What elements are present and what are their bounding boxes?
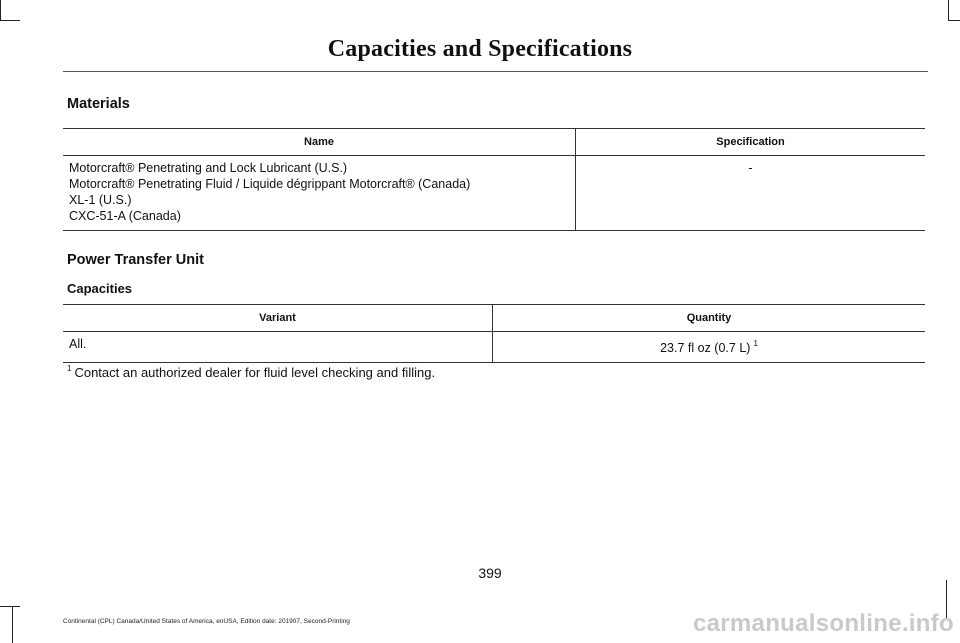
header-divider <box>63 71 928 72</box>
column-header-quantity: Quantity <box>493 305 926 332</box>
column-header-specification: Specification <box>576 129 926 156</box>
crop-mark <box>0 606 20 607</box>
crop-mark <box>12 606 13 643</box>
footnote-reference: 1 <box>753 339 758 348</box>
column-header-name: Name <box>63 129 576 156</box>
material-name-line: Motorcraft® Penetrating Fluid / Liquide dégrippant Motorcraft® (Canada) <box>69 177 471 191</box>
footnote <box>67 364 435 380</box>
power-transfer-unit-heading: Power Transfer Unit <box>67 252 204 268</box>
material-name-cell <box>63 156 576 231</box>
table-row <box>63 332 925 363</box>
quantity-value: 23.7 fl oz (0.7 L) <box>660 341 751 355</box>
material-name-line: Motorcraft® Penetrating and Lock Lubricant (U.S.) <box>69 161 348 175</box>
crop-mark <box>0 0 1 20</box>
footer-edition-text: Continental (CPL) Canada/United States of America, enUSA, Edition date: 201907, Second-Printing <box>63 618 350 625</box>
capacities-table <box>63 304 925 363</box>
materials-heading: Materials <box>67 96 130 112</box>
variant-cell: All. <box>63 332 493 363</box>
crop-mark <box>0 20 20 21</box>
footnote-text: Contact an authorized dealer for fluid level checking and filling. <box>74 365 436 380</box>
watermark: carmanualsonline.info <box>692 610 954 637</box>
table-row <box>63 156 925 231</box>
column-header-variant: Variant <box>63 305 493 332</box>
page-number: 399 <box>478 565 502 581</box>
quantity-cell <box>493 332 926 363</box>
crop-mark <box>948 0 949 20</box>
page-title: Capacities and Specifications <box>327 36 633 62</box>
material-name-line: CXC-51-A (Canada) <box>69 209 181 223</box>
material-specification-cell: - <box>576 156 926 231</box>
materials-table <box>63 128 925 231</box>
material-name-line: XL-1 (U.S.) <box>69 193 132 207</box>
crop-mark <box>948 20 960 21</box>
footnote-marker: 1 <box>67 364 72 373</box>
capacities-subheading: Capacities <box>67 281 133 296</box>
